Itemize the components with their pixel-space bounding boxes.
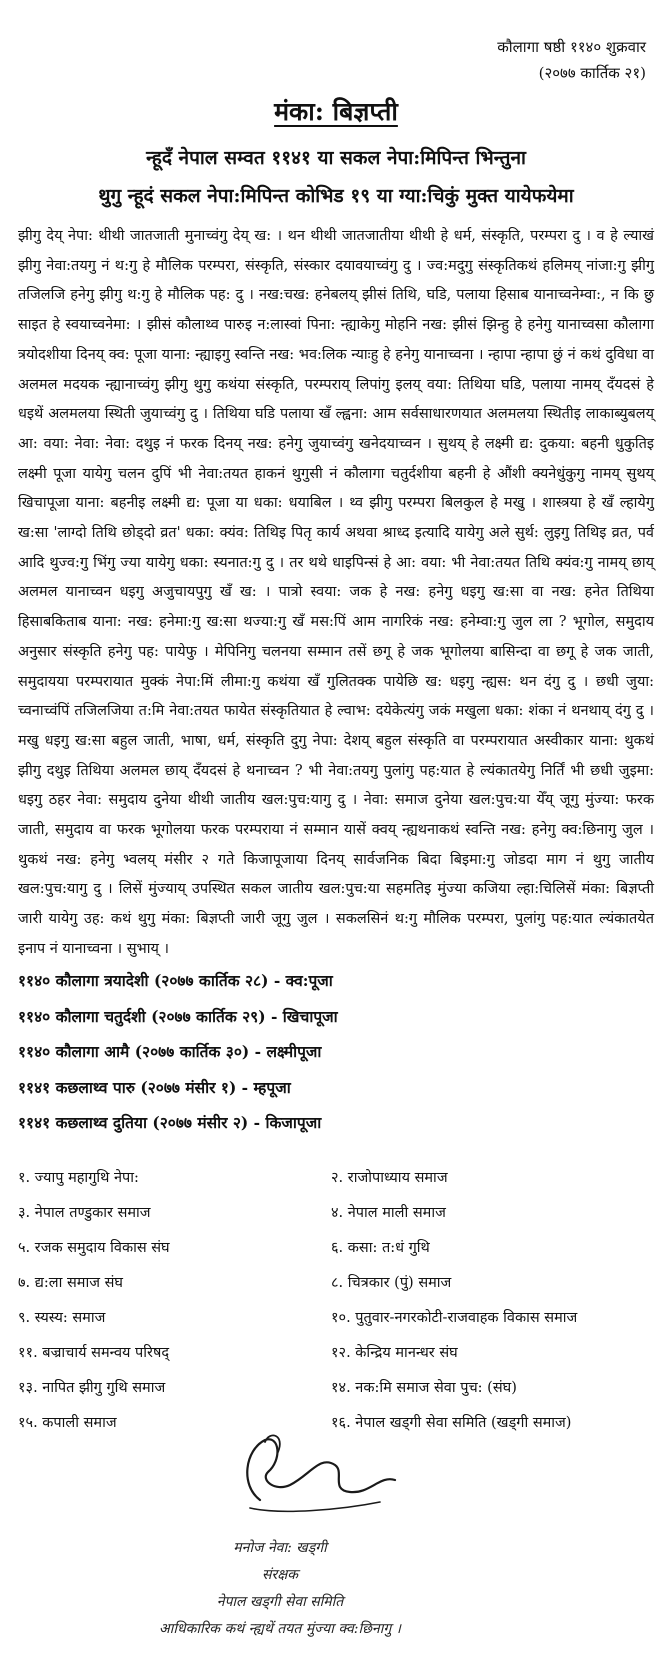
signatory-role: संरक्षक (262, 1567, 298, 1583)
organization-item: १२. केन्द्रिय मानन्धर संघ (331, 1345, 458, 1361)
date-block (497, 34, 646, 86)
signatory-block (100, 1535, 460, 1643)
organization-item: ३. नेपाल तण्डुकार समाज (18, 1205, 151, 1221)
organization-item: १४. नक:मि समाज सेवा पुच: (संघ) (331, 1380, 517, 1396)
organization-item: ८. चित्रकार (पुं) समाज (331, 1275, 452, 1291)
notice-title-wrapper (0, 94, 672, 128)
organization-item: १. ज्यापु महागुथि नेपा: (18, 1170, 139, 1186)
signatory-note: आधिकारिक कथं न्ह्यथें तयत मुंज्या क्व:छिनागु । (159, 1621, 401, 1637)
organization-item: १३. नापित झीगु गुथि समाज (18, 1380, 166, 1396)
notice-title: मंका: बिज्ञप्ती (274, 97, 398, 126)
organization-item: ९. स्यस्य: समाज (18, 1310, 106, 1326)
subtitle-wish: थुगु न्हूदं सकल नेपा:मिपिन्त कोभिड १९ या ग्या:चिकुं मुक्त यायेफयेमा (98, 185, 574, 207)
schedule-item-kwa-puja: ११४० कौलागा त्रयादेशी (२०७७ कार्तिक २८) - क्व:पूजा (18, 971, 333, 990)
schedule-item-khicha-puja: ११४० कौलागा चतुर्दशी (२०७७ कार्तिक २९) - खिचापूजा (18, 1006, 338, 1026)
handwritten-signature (220, 1430, 440, 1520)
subtitle-greeting: न्हूदँ नेपाल सम्वत ११४१ या सकल नेपा:मिपिन्त भिन्तुना (146, 147, 526, 169)
organization-item: ५. रजक समुदाय विकास संघ (18, 1240, 170, 1256)
organization-list (18, 1161, 658, 1441)
organization-item: २. राजोपाध्याय समाज (331, 1170, 448, 1186)
schedule-item-mha-puja: ११४१ कछलाथ्व पारु (२०७७ मंसीर १) - म्हपूजा (18, 1077, 291, 1097)
organization-item: ४. नेपाल माली समाज (331, 1205, 446, 1221)
organization-item: ६. कसा: त:धं गुथि (331, 1240, 430, 1256)
schedule-item-kija-puja: ११४१ कछलाथ्व दुतिया (२०७७ मंसीर २) - किजापूजा (18, 1113, 322, 1132)
signatory-organization: नेपाल खड्गी सेवा समिति (216, 1594, 344, 1610)
notice-body: झीगु देय् नेपा: थीथी जातजाती मुनाच्वंगु देय् ख: । थन थीथी जातजातीया थीथी हे धर्म, संस्कृति, परम्परा दु । व हे ल्याखं झीगु नेवा:तयगु नं थ:गु हे मौलिक परम्परा, संस्कृति, संस्कार दयावयाच्वंगु दु । ज्व:मदुगु संस्कृतिकथं हलिमय् नांजा:गु झीगु तजिलजि हनेगु झीगु थ:गु हे मौलिक पह: दु । नख:चख: हनेबलय् झीसं तिथि, घडि, पलाया हिसाब यानाच्वनेम्वा:, न कि छु साइत हे स्वयाच्वनेमा: । झीसं कौलाथ्व पारुइ न:लास्वां पिना: न्ह्याकेगु मोहनि नख: झीसं झिन्हु हे हनेगु यानाच्वसा कौलागा त्रयोदशीया दिनय् क्व: पूजा याना: न्ह्याइगु स्वन्ति नख: भव:लिक न्याःहु हे हनेगु यानाच्वना । न्हापा न्हापा छुं नं कथं दुविधा वा अलमल मदयक न्ह्यानाच्वंगु झीगु थुगु कथंया संस्कृति, परम्पराय् लिपांगु इलय् वया: तिथिया घडि, पलाया नामय् दँयदसं हे धइथें अलमलया स्थिती जुयाच्वंगु दु । तिथिया घडि पलाया खँ ल्ह्वना: आम सर्वसाधारणयात अलमलया स्थितीइ लाकाब्युबलय् आ: वया: नेवा: नेवा: दथुइ नं फरक दिनय् नख: हनेगु जुयाच्वंगु खनेदयाच्वन । सुथय् हे लक्ष्मी द्य: दुकया: बहनी धुकुतिइ लक्ष्मी पूजा यायेगु चलन दुपिं भी नेवा:तयत हाकनं थुगुसी नं कौलागा चतुर्दशीया बहनी हे औंशी क्यनेधुंकुगु नामय् सुथय् खिचापूजा याना: बहनीइ लक्ष्मी द्य: पूजा या धका: धयाबिल । थ्व झीगु परम्परा बिलकुल हे मखु । शास्त्रया हे खँ ल्हायेगु ख:सा 'लाग्दो तिथि छोड्दो व्रत' धका: क्यंव: तिथिइ पितृ कार्य अथवा श्राध्द इत्यादि यायेगु अले सुर्थ: लुइगु तिथिइ व्रत, पर्व आदि थुज्व:गु भिंगु ज्या यायेगु धका: स्यनात:गु दु । तर थथे धाइपिन्सं हे आ: वया: भी नेवा:तयत तिथि क्यंव:गु नामय् छाय् अलमल यानाच्वन धइगु अजुचायपुगु खँ ख: । पात्रो स्वया: जक हे नख: हनेगु धइगु ख:सा वा नख: हनेत तिथिया हिसाबकिताब याना: नख: हनेमा:गु ख:सा थज्या:गु खँ मस:पिं आम नागरिकं नख: हनेम्वा:गु जुल ला ? भूगोल, समुदाय अनुसार संस्कृति हनेगु पह: पायेफु । मेपिनिगु चलनया सम्मान तसें छगू हे जक भूगोलया बासिन्दा वा छगू हे जक जाती, समुदायया परम्परायात मुक्कं नेपा:मिं लीमा:गु कथंया खँ गुलितक्क पायेछि ख: धइगु न्ह्यस: थन दंगु दु । छधी जुया: च्वनाच्वंपिं तजिलजिया त:मि नेवा:तयत फायेत संस्कृतियात हे ल्वाभ: दयेकेत्यंगु जकं मखुला धका: शंका नं थनथाय् दंगु दु । मखु धइगु ख:सा बहुल जाती, भाषा, धर्म, संस्कृति दुगु नेपा: देशय् बहुल संस्कृति वा परम्परायात अस्वीकार याना: थुकथं झीगु दथुइ तिथिया अलमल छाय् दँयदसं हे थनाच्वन ? भी नेवा:तयगु पुलांगु पह:यात हे ल्यंकातयेगु निर्तिं भी छधी जुइमा: धइगु ठहर नेवा: समुदाय दुनेया थीथी जातीय खल:पुच:यागु दु । नेवा: समाज दुनेया खल:पुच:या येँय् जूगु मुंज्या: फरक जाती, समुदाय वा फरक भूगोलया फरक परम्पराया नं सम्मान यासें क्वय् न्ह्यथनाकथं स्वन्ति नख: हनेगु क्व:छिनागु जुल । थुकथं नख: हनेगु भ्वलय् मंसीर २ गते किजापूजाया दिनय् सार्वजनिक बिदा बिइमा:गु जोडदा माग नं थुगु जातीय खल:पुच:यागु दु । लिसें मुंज्याय् उपस्थित सकल जातीय खल:पुच:या सहमतिइ मुंज्या कजिया ल्हा:चिलिसें मंका: बिज्ञप्ती जारी यायेगु उह: कथं थुगु मंका: बिज्ञप्ती जारी जूगु जुल । सकलसिनं थ:गु मौलिक परम्परा, पुलांगु पह:यात ल्यंकातयेत इनाप नं यानाच्वना । सुभाय् । (18, 228, 654, 957)
festival-schedule (18, 963, 338, 1141)
organization-item: १६. नेपाल खड्गी सेवा समिति (खड्गी समाज) (331, 1415, 572, 1431)
signatory-name: मनोज नेवा: खड्गी (233, 1540, 327, 1556)
organization-item: १५. कपाली समाज (18, 1415, 117, 1431)
date-line-2: (२०७७ कार्तिक २१) (538, 64, 646, 82)
date-line-1: कौलागा षष्ठी ११४० शुक्रवार (497, 38, 646, 56)
organization-item: १०. पुतुवार-नगरकोटी-राजवाहक विकास समाज (331, 1310, 578, 1326)
schedule-item-laxmi-puja: ११४० कौलागा आमै (२०७७ कार्तिक ३०) - लक्ष्मीपूजा (18, 1042, 322, 1061)
organization-item: ७. द्य:ला समाज संघ (18, 1275, 123, 1291)
organization-item: ११. बज्राचार्य समन्वय परिषद् (18, 1345, 170, 1361)
